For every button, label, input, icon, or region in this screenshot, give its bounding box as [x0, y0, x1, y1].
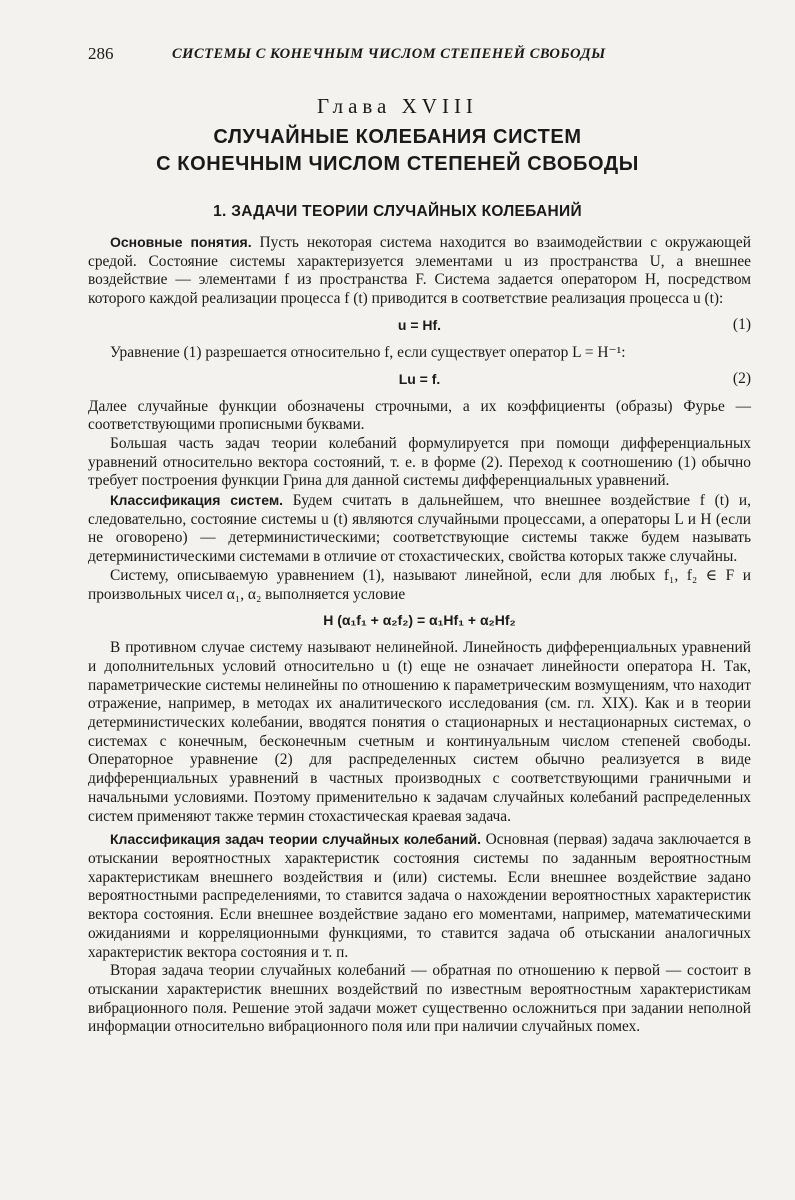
chapter-heading: Глава XVIII: [317, 94, 478, 118]
page-number: 286: [88, 44, 114, 63]
paragraph-linear-definition: Систему, описываемую уравнением (1), называют линейной, если для любых f₁, f₂ ∈ F и произвольных чисел α₁, α₂ выполняется условие: [88, 566, 751, 603]
paragraph-second-problem: Вторая задача теории случайных колебаний — обратная по отношению к первой — состоит в отыскании характеристик внешних воздействий по известным вероятностным характеристикам вибрационного поля. Решение этой задачи может существенно осложниться при задании неполной информации относительно вибрационного поля или при наличии случайных помех.: [88, 962, 751, 1036]
paragraph-basic-concepts: [88, 233, 751, 309]
equation-number: (1): [732, 315, 751, 333]
chapter-title: [0, 124, 795, 178]
paragraph-system-classification: [88, 491, 751, 567]
paragraph-lead: Классификация задач теории случайных колебаний.: [110, 831, 482, 848]
paragraph-text: Будем считать в дальнейшем, что внешнее воздействие f (t) и, следовательно, состояние системы u (t) являются случайными процессами, а операторы L и H (если не оговорено) — детерминистическими; соответствующие системы также будем называть детерминистическими системами в отличие от стохастических, свойства которых также случайны.: [88, 492, 751, 566]
paragraph-inverse-operator: Уравнение (1) разрешается относительно f, если существует оператор L = H⁻¹:: [110, 343, 626, 361]
chapter-title-line-1: СЛУЧАЙНЫЕ КОЛЕБАНИЯ СИСТЕМ: [213, 126, 582, 148]
paragraph-lead: Классификация систем.: [110, 492, 284, 509]
equation-1: [88, 316, 751, 338]
chapter-title-line-2: С КОНЕЧНЫМ ЧИСЛОМ СТЕПЕНЕЙ СВОБОДЫ: [156, 153, 639, 175]
equation-formula: Lu = f.: [398, 370, 441, 387]
running-title: СИСТЕМЫ С КОНЕЧНЫМ ЧИСЛОМ СТЕПЕНЕЙ СВОБОДЫ: [172, 46, 606, 62]
paragraph-problem-classification: [88, 830, 751, 962]
paragraph-text: Основная (первая) задача заключается в отыскании вероятностных характеристик состояния системы по заданным вероятностным характеристикам внешнего воздействия и (или) системы. Если внешнее воздействие задано вероятностными распределениями, то ставится задача о нахождении вероятностных характеристик вектора состояния. Если внешнее воздействие задано его моментами, например, математическими ожиданиями и корреляционными функциями, то ставится задача об отыскании аналогичных характеристик вектора состояния и т. п.: [88, 831, 751, 961]
running-head: [88, 44, 751, 68]
paragraph-nonlinear: В противном случае систему называют нелинейной. Линейность дифференциальных уравнений и дополнительных условий относительно u (t) еще не означает линейности оператора H. Так, параметрические системы нелинейны по отношению к параметрическим возмущениям, что находит отражение, например, в методах их аналитического исследования (см. гл. XIX). Как и в теории детерминистических колебании, вводятся понятия о стационарных и нестационарных системах, о системах с конечным, бесконечным счетным и континуальным числом степеней свободы. Операторное уравнение (2) для распределенных систем обычно реализуется в виде дифференциальных уравнений в частных производных с соответствующими граничными и начальными условиями. Поэтому применительно к задачам случайных колебаний распределенных систем применяют также термин стохастическая краевая задача.: [88, 639, 751, 825]
equation-2: [88, 370, 751, 392]
equation-formula: H (α₁f₁ + α₂f₂) = α₁Hf₁ + α₂Hf₂: [323, 612, 516, 629]
equation-number: (2): [732, 369, 751, 387]
paragraph-differential-equations: Большая часть задач теории колебаний формулируется при помощи дифференциальных уравнений относительно вектора состояний, т. е. в форме (2). Переход к соотношению (1) обычно требует построения функции Грина для данной системы дифференциальных уравнений.: [88, 434, 751, 490]
paragraph-lead: Основные понятия.: [110, 234, 252, 250]
equation-linearity: [88, 611, 751, 633]
equation-formula: u = Hf.: [397, 316, 442, 333]
section-heading: 1. ЗАДАЧИ ТЕОРИИ СЛУЧАЙНЫХ КОЛЕБАНИЙ: [213, 203, 582, 220]
paragraph-notation: Далее случайные функции обозначены строчными, а их коэффициенты (образы) Фурье — соответствующими прописными буквами.: [88, 397, 751, 434]
paragraph-text: Пусть некоторая система находится во взаимодействии с окружающей средой. Состояние системы характеризуется элементами u из пространства U, а внешнее воздействие — элементами f из пространства F. Система задается оператором H, посредством которого каждой реализации процесса f (t) приводится в соответствие реализация процесса u (t):: [88, 234, 751, 308]
body-text: [88, 233, 751, 1037]
